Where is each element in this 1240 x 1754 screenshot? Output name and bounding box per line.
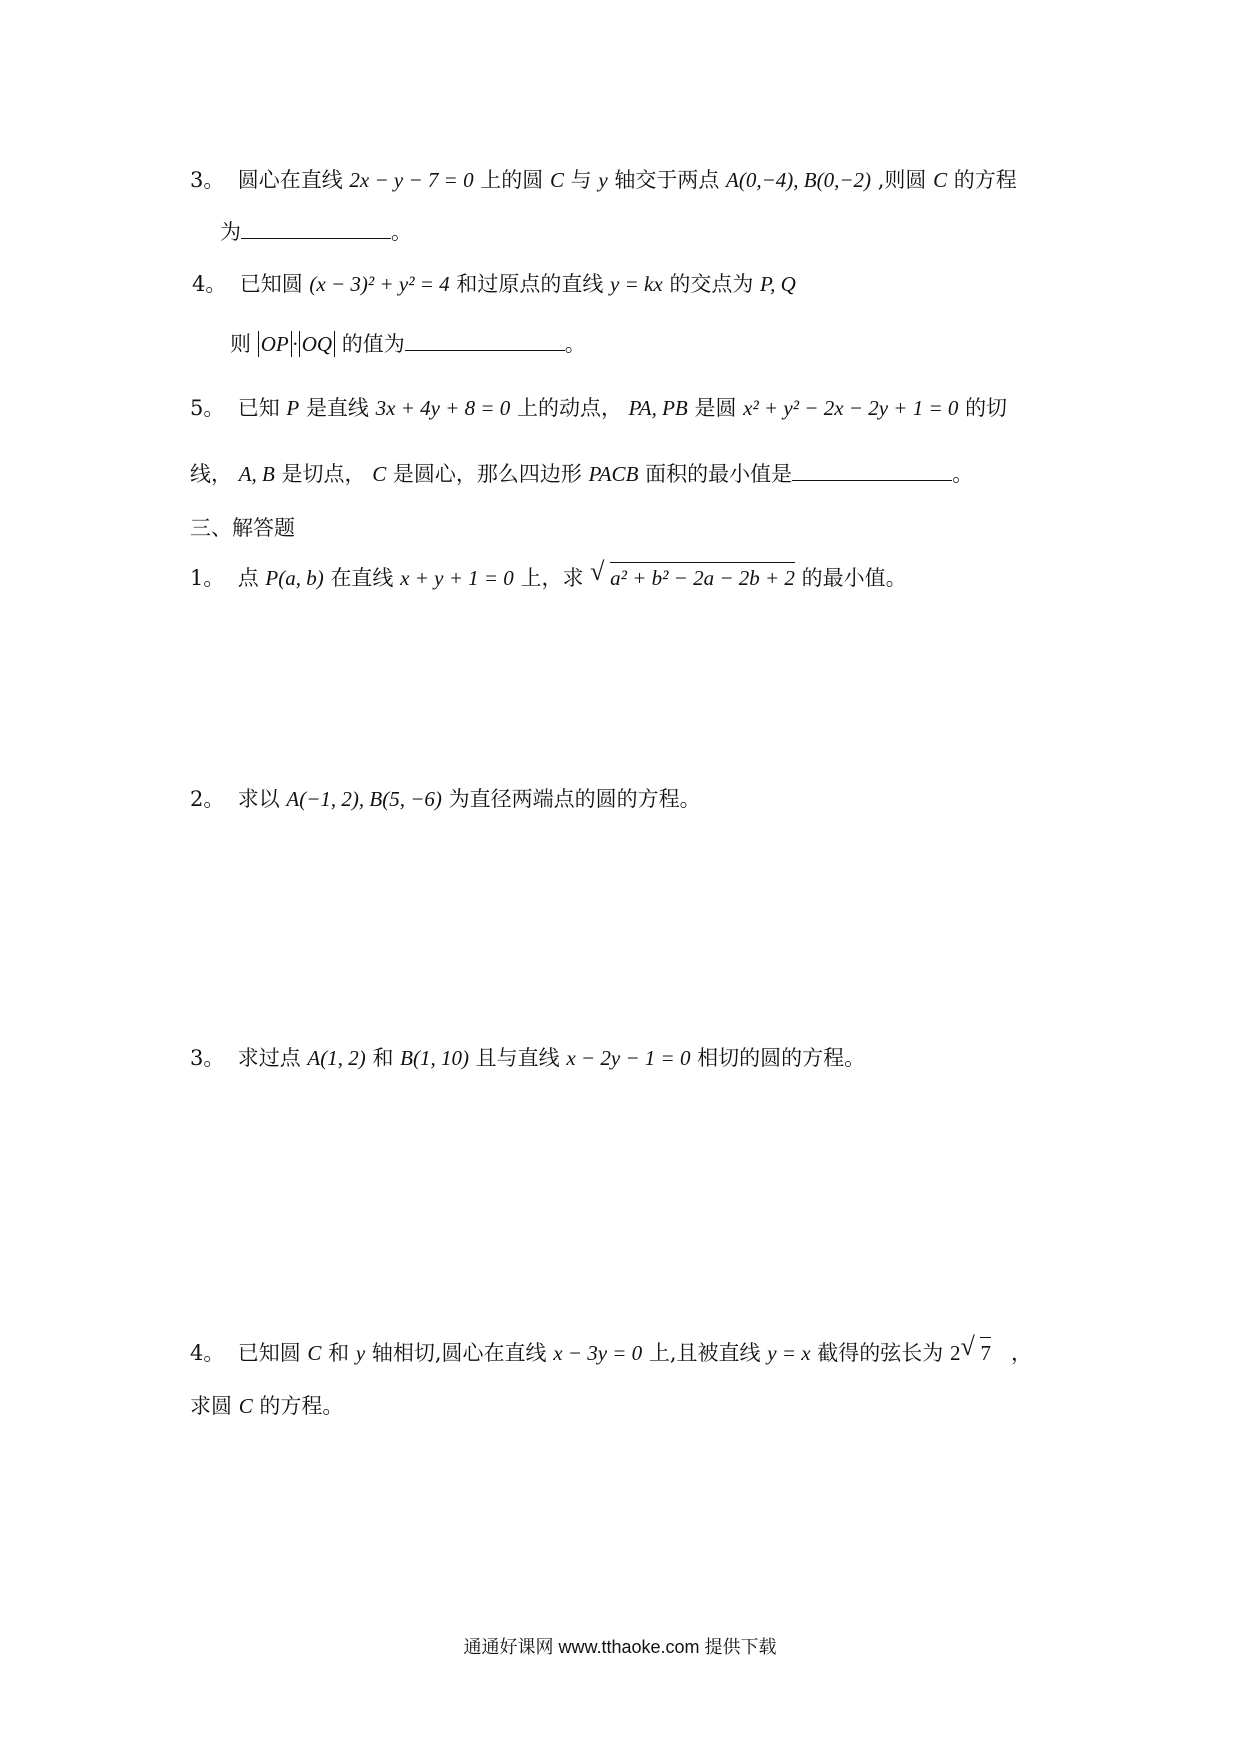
question-number: 4。 <box>192 272 227 296</box>
question-text: 面积的最小值是 <box>645 462 793 486</box>
question-4-line-1 <box>192 270 796 298</box>
question-text: 相切的圆的方程。 <box>697 1046 866 1070</box>
question-number: 3。 <box>190 1046 225 1070</box>
equation: x + y + 1 = 0 <box>400 566 514 590</box>
end-mark: 。 <box>952 462 974 486</box>
variable: y <box>355 1341 366 1365</box>
question-3-line-1 <box>190 166 1017 194</box>
question-number: 1。 <box>190 566 225 590</box>
points: P, Q <box>760 272 796 296</box>
variable: C <box>549 168 564 192</box>
question-text: 为直径两端点的圆的方程。 <box>448 787 701 811</box>
question-text: 轴相切,圆心在直线 <box>371 1341 547 1365</box>
question-text: 和 <box>372 1046 394 1070</box>
question-text: 已知圆 <box>237 1341 301 1365</box>
question-text: 求圆 <box>190 1394 232 1418</box>
question-text: 已知 <box>237 396 280 420</box>
question-text: 与 <box>570 168 592 192</box>
question-text: 上的圆 <box>480 168 544 192</box>
end-mark: 。 <box>391 220 412 244</box>
radical-sign-icon: √ <box>590 557 605 586</box>
equation: x² + y² − 2x − 2y + 1 = 0 <box>743 396 959 420</box>
question-number: 4。 <box>190 1341 225 1365</box>
equation: y = kx <box>610 272 663 296</box>
dot-operator: · <box>291 332 299 356</box>
question-text: 是切点， <box>281 462 366 486</box>
question-number: 3。 <box>190 168 225 192</box>
equation: 2x − y − 7 = 0 <box>349 168 474 192</box>
question-text: 是圆 <box>694 396 737 420</box>
question-text: 圆心在直线 <box>237 168 343 192</box>
question-text: ,则圆 <box>877 168 927 192</box>
question-text: 则 <box>230 332 251 356</box>
solution-2-line <box>190 785 701 813</box>
variable: P <box>286 396 300 420</box>
equation: x − 3y = 0 <box>553 1341 643 1365</box>
point: A(1, 2) <box>307 1046 366 1070</box>
question-text: ， <box>1010 1341 1032 1365</box>
question-text: 是直线 <box>305 396 369 420</box>
square-root-expression <box>590 557 795 592</box>
question-text: 的方程 <box>953 168 1017 192</box>
question-text: 和过原点的直线 <box>456 272 604 296</box>
equation: y = x <box>767 1341 811 1365</box>
question-text: 的交点为 <box>669 272 754 296</box>
question-3-line-2 <box>220 218 412 246</box>
solution-4-line-1 <box>190 1332 1032 1367</box>
quadrilateral-name: PACB <box>588 462 639 486</box>
solution-4-line-2 <box>190 1392 343 1420</box>
answer-blank[interactable] <box>405 332 565 351</box>
question-text: 的最小值。 <box>801 566 907 590</box>
points: PA, PB <box>628 396 688 420</box>
question-text: 求以 <box>237 787 280 811</box>
question-text: 上，求 <box>520 566 584 590</box>
question-text: 轴交于两点 <box>614 168 720 192</box>
variable: C <box>933 168 948 192</box>
points: A, B <box>238 462 275 486</box>
point: B(1, 10) <box>400 1046 469 1070</box>
radicand: 7 <box>980 1337 991 1367</box>
question-text: 是圆心，那么四边形 <box>392 462 582 486</box>
question-5-line-2 <box>190 460 973 488</box>
equation: x − 2y − 1 = 0 <box>566 1046 691 1070</box>
question-text: 截得的弦长为 <box>817 1341 944 1365</box>
question-4-line-2 <box>230 330 586 358</box>
question-text: 和 <box>328 1341 350 1365</box>
coefficient: 2 <box>949 1341 961 1365</box>
square-root-expression <box>960 1332 991 1367</box>
abs-op: OP <box>258 331 292 357</box>
question-text: 的切 <box>965 396 1008 420</box>
question-text: 在直线 <box>330 566 394 590</box>
solution-1-line <box>190 557 907 592</box>
points: A(0,−4), B(0,−2) <box>726 168 872 192</box>
question-text: 上,且被直线 <box>648 1341 761 1365</box>
question-text: 为 <box>220 220 241 244</box>
footer-text: 通通好课网 www.tthaoke.com 提供下载 <box>463 1637 777 1657</box>
abs-oq: OQ <box>299 331 335 357</box>
variable: C <box>238 1394 253 1418</box>
end-mark: 。 <box>564 332 586 356</box>
answer-blank[interactable] <box>792 462 952 481</box>
radical-sign-icon: √ <box>960 1332 975 1361</box>
question-5-line-1 <box>190 394 1007 422</box>
equation: (x − 3)² + y² = 4 <box>309 272 450 296</box>
question-text: 上的动点， <box>516 396 622 420</box>
question-text: 的值为 <box>341 332 405 356</box>
variable: C <box>372 462 387 486</box>
question-number: 5。 <box>190 396 225 420</box>
points: A(−1, 2), B(5, −6) <box>286 787 442 811</box>
variable: C <box>307 1341 322 1365</box>
solution-3-line <box>190 1044 865 1072</box>
variable: y <box>598 168 608 192</box>
answer-blank[interactable] <box>241 220 391 239</box>
question-text: 线， <box>190 462 232 486</box>
question-text: 已知圆 <box>239 272 303 296</box>
radicand: a² + b² − 2a − 2b + 2 <box>610 562 795 592</box>
question-text: 的方程。 <box>259 1394 344 1418</box>
question-text: 点 <box>237 566 259 590</box>
question-number: 2。 <box>190 787 225 811</box>
question-text: 且与直线 <box>475 1046 560 1070</box>
section-title: 三、解答题 <box>190 516 295 540</box>
equation: 3x + 4y + 8 = 0 <box>375 396 511 420</box>
question-text: 求过点 <box>237 1046 301 1070</box>
point: P(a, b) <box>265 566 324 590</box>
